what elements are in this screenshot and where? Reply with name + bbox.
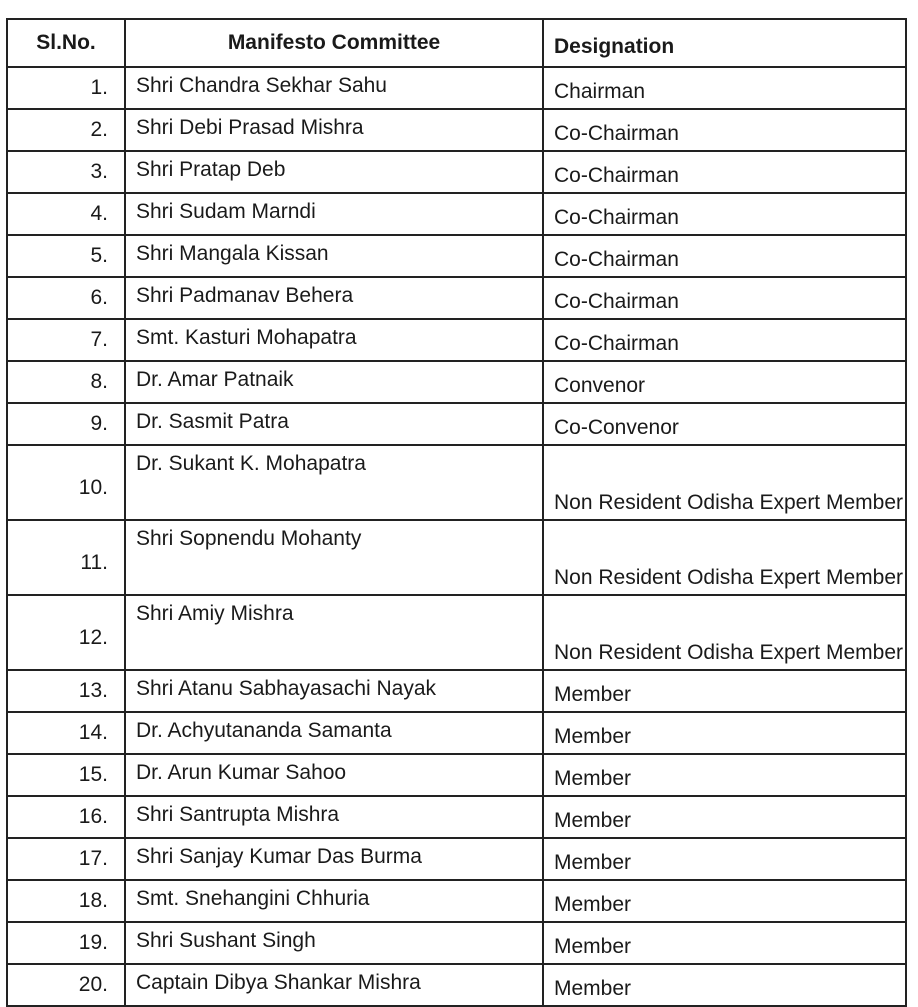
member-designation: Non Resident Odisha Expert Member bbox=[543, 520, 906, 595]
member-designation: Co-Chairman bbox=[543, 235, 906, 277]
member-designation: Member bbox=[543, 880, 906, 922]
member-name: Shri Sushant Singh bbox=[125, 922, 543, 964]
member-name: Dr. Achyutananda Samanta bbox=[125, 712, 543, 754]
table-row bbox=[7, 520, 906, 595]
member-designation: Co-Chairman bbox=[543, 319, 906, 361]
member-designation: Non Resident Odisha Expert Member bbox=[543, 445, 906, 520]
member-designation: Member bbox=[543, 754, 906, 796]
member-name: Dr. Sasmit Patra bbox=[125, 403, 543, 445]
table-row bbox=[7, 595, 906, 670]
table-row bbox=[7, 67, 906, 109]
serial-number: 5. bbox=[7, 235, 125, 277]
member-name: Dr. Amar Patnaik bbox=[125, 361, 543, 403]
serial-number: 10. bbox=[7, 445, 125, 520]
header-committee: Manifesto Committee bbox=[125, 19, 543, 67]
member-name: Dr. Arun Kumar Sahoo bbox=[125, 754, 543, 796]
serial-number: 7. bbox=[7, 319, 125, 361]
header-row bbox=[7, 19, 906, 67]
serial-number: 18. bbox=[7, 880, 125, 922]
serial-number: 1. bbox=[7, 67, 125, 109]
member-designation: Member bbox=[543, 964, 906, 1006]
member-name: Captain Dibya Shankar Mishra bbox=[125, 964, 543, 1006]
member-name: Shri Mangala Kissan bbox=[125, 235, 543, 277]
member-name: Shri Debi Prasad Mishra bbox=[125, 109, 543, 151]
member-designation: Member bbox=[543, 796, 906, 838]
manifesto-committee-table bbox=[6, 18, 907, 1007]
serial-number: 19. bbox=[7, 922, 125, 964]
table-row bbox=[7, 193, 906, 235]
table-row bbox=[7, 109, 906, 151]
member-designation: Member bbox=[543, 712, 906, 754]
member-name: Smt. Kasturi Mohapatra bbox=[125, 319, 543, 361]
member-name: Shri Atanu Sabhayasachi Nayak bbox=[125, 670, 543, 712]
serial-number: 2. bbox=[7, 109, 125, 151]
serial-number: 12. bbox=[7, 595, 125, 670]
table-row bbox=[7, 754, 906, 796]
member-name: Shri Pratap Deb bbox=[125, 151, 543, 193]
member-name: Shri Sopnendu Mohanty bbox=[125, 520, 543, 595]
member-designation: Member bbox=[543, 922, 906, 964]
serial-number: 20. bbox=[7, 964, 125, 1006]
member-name: Shri Chandra Sekhar Sahu bbox=[125, 67, 543, 109]
serial-number: 13. bbox=[7, 670, 125, 712]
serial-number: 4. bbox=[7, 193, 125, 235]
table-body bbox=[7, 67, 906, 1006]
serial-number: 16. bbox=[7, 796, 125, 838]
header-designation: Designation bbox=[543, 19, 906, 67]
table-row bbox=[7, 319, 906, 361]
member-designation: Convenor bbox=[543, 361, 906, 403]
member-name: Dr. Sukant K. Mohapatra bbox=[125, 445, 543, 520]
member-designation: Co-Chairman bbox=[543, 151, 906, 193]
serial-number: 3. bbox=[7, 151, 125, 193]
member-designation: Co-Chairman bbox=[543, 193, 906, 235]
member-designation: Co-Convenor bbox=[543, 403, 906, 445]
table-row bbox=[7, 277, 906, 319]
serial-number: 14. bbox=[7, 712, 125, 754]
table-row bbox=[7, 445, 906, 520]
member-designation: Member bbox=[543, 838, 906, 880]
table-row bbox=[7, 403, 906, 445]
member-designation: Member bbox=[543, 670, 906, 712]
table-row bbox=[7, 880, 906, 922]
serial-number: 6. bbox=[7, 277, 125, 319]
table-row bbox=[7, 151, 906, 193]
member-name: Shri Sanjay Kumar Das Burma bbox=[125, 838, 543, 880]
member-name: Shri Amiy Mishra bbox=[125, 595, 543, 670]
member-designation: Non Resident Odisha Expert Member bbox=[543, 595, 906, 670]
serial-number: 8. bbox=[7, 361, 125, 403]
member-designation: Co-Chairman bbox=[543, 277, 906, 319]
table-row bbox=[7, 838, 906, 880]
header-sl-no: Sl.No. bbox=[7, 19, 125, 67]
member-name: Shri Santrupta Mishra bbox=[125, 796, 543, 838]
member-designation: Chairman bbox=[543, 67, 906, 109]
table-row bbox=[7, 712, 906, 754]
serial-number: 9. bbox=[7, 403, 125, 445]
table-row bbox=[7, 361, 906, 403]
serial-number: 17. bbox=[7, 838, 125, 880]
table-row bbox=[7, 235, 906, 277]
member-name: Shri Padmanav Behera bbox=[125, 277, 543, 319]
table-row bbox=[7, 796, 906, 838]
member-name: Smt. Snehangini Chhuria bbox=[125, 880, 543, 922]
serial-number: 15. bbox=[7, 754, 125, 796]
member-designation: Co-Chairman bbox=[543, 109, 906, 151]
table-row bbox=[7, 964, 906, 1006]
serial-number: 11. bbox=[7, 520, 125, 595]
table-row bbox=[7, 922, 906, 964]
member-name: Shri Sudam Marndi bbox=[125, 193, 543, 235]
table-row bbox=[7, 670, 906, 712]
